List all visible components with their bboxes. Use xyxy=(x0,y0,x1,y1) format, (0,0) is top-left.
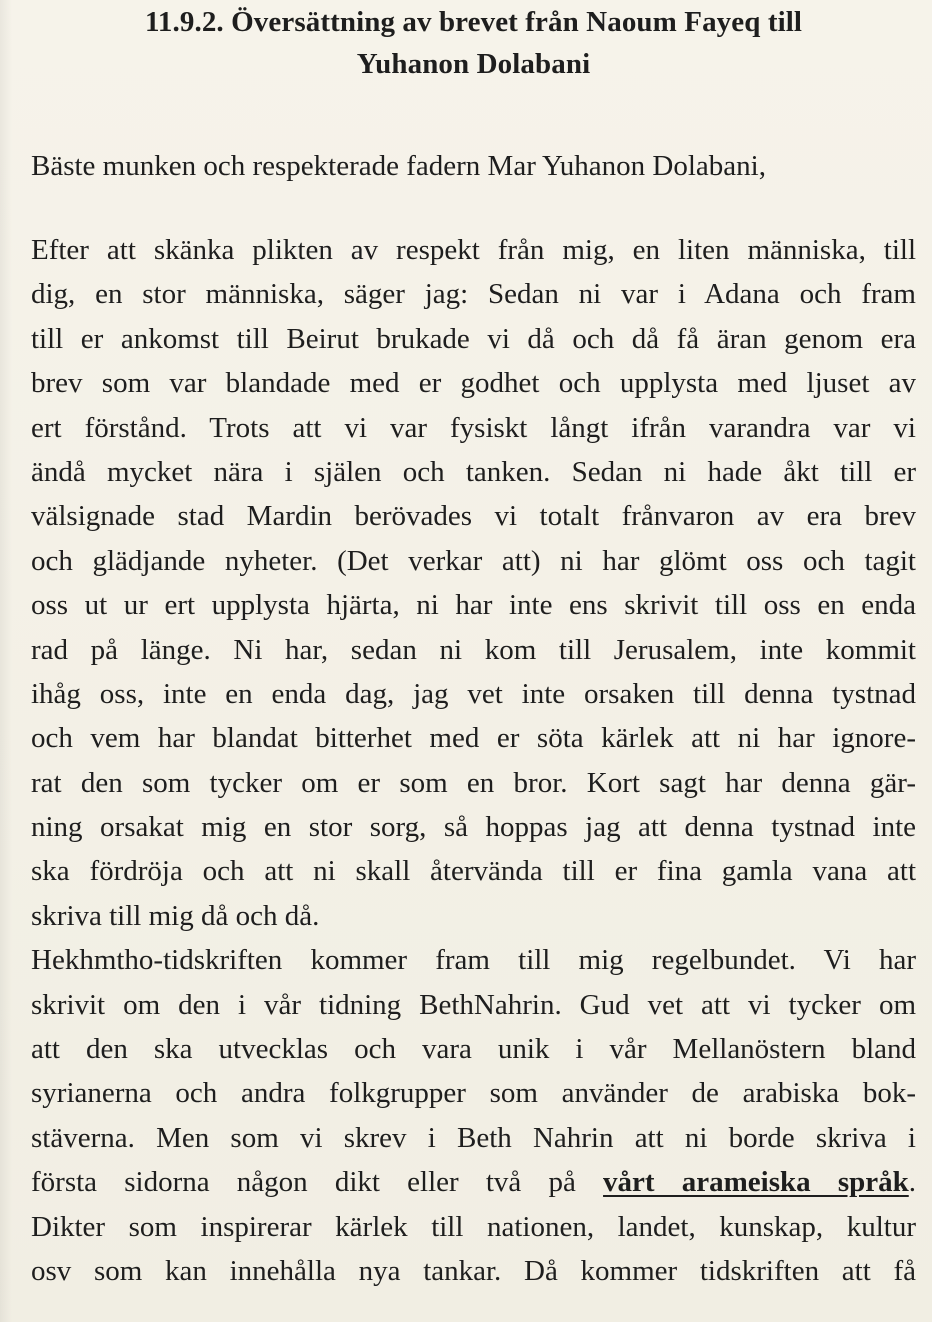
text-line: Dikter som inspirerar kärlek till nationen, landet, kunskap, kultur xyxy=(31,1210,916,1243)
text-line: oss ut ur ert upplysta hjärta, ni har inte ens skrivit till oss en enda xyxy=(31,589,916,622)
text-line: stäverna. Men som vi skrev i Beth Nahrin att ni borde skriva i xyxy=(31,1121,916,1154)
text-line: osv som kan innehålla nya tankar. Då kommer tidskriften att få xyxy=(31,1254,916,1287)
text-line: syrianerna och andra folkgrupper som använder de arabiska bok- xyxy=(31,1077,916,1110)
text-line: och vem har blandat bitterhet med er söta kärlek att ni har ignore- xyxy=(31,722,916,755)
text-line: ändå mycket nära i själen och tanken. Sedan ni hade åkt till er xyxy=(31,455,916,488)
text-line: Efter att skänka plikten av respekt från mig, en liten människa, till xyxy=(31,234,916,266)
text-line: ning orsakat mig en stor sorg, så hoppas jag att denna tystnad inte xyxy=(31,811,916,844)
text-line: rat den som tycker om er som en bror. Kort sagt har denna gär- xyxy=(31,766,916,799)
text-line: rad på länge. Ni har, sedan ni kom till Jerusalem, inte kommit xyxy=(31,633,916,666)
text-line: välsignade stad Mardin berövades vi totalt frånvaron av era brev xyxy=(31,500,916,533)
letter-body xyxy=(31,228,916,1293)
emphasized-phrase: vårt arameiska språk xyxy=(603,1166,909,1199)
paragraph-1 xyxy=(31,228,916,938)
section-heading xyxy=(31,0,916,85)
section-heading-line-1: 11.9.2. Översättning av brevet från Naoum Fayeq till xyxy=(144,6,803,38)
text-line: Hekhmtho-tidskriften kommer fram till mig regelbundet. Vi har xyxy=(31,944,916,977)
text-line-with-emphasis xyxy=(31,1160,916,1204)
text-line: ska fördröja och att ni skall återvända till er fina gamla vana att xyxy=(31,855,916,888)
text-line: brev som var blandade med er godhet och upplysta med ljuset av xyxy=(31,367,916,400)
text-line: dig, en stor människa, säger jag: Sedan ni var i Adana och fram xyxy=(31,278,916,311)
text-line: skriva till mig då och då. xyxy=(31,899,320,932)
text-line: skrivit om den i vår tidning BethNahrin. Gud vet att vi tycker om xyxy=(31,988,916,1021)
section-heading-line-2: Yuhanon Dolabani xyxy=(356,48,591,80)
text-line: till er ankomst till Beirut brukade vi då och då få äran genom era xyxy=(31,322,916,355)
letter-salutation: Bäste munken och respekterade fadern Mar Yuhanon Dolabani, xyxy=(31,150,766,182)
text-line: och glädjande nyheter. (Det verkar att) ni har glömt oss och tagit xyxy=(31,544,916,577)
text-fragment: första sidorna någon dikt eller två på xyxy=(31,1166,604,1199)
text-line: ert förstånd. Trots att vi var fysiskt långt ifrån varandra var vi xyxy=(31,411,916,444)
text-line: ihåg oss, inte en enda dag, jag vet inte orsaken till denna tystnad xyxy=(31,677,916,710)
paragraph-2 xyxy=(31,938,916,1293)
text-fragment: . xyxy=(908,1166,916,1199)
text-line: att den ska utvecklas och vara unik i vår Mellanöstern bland xyxy=(31,1033,916,1066)
